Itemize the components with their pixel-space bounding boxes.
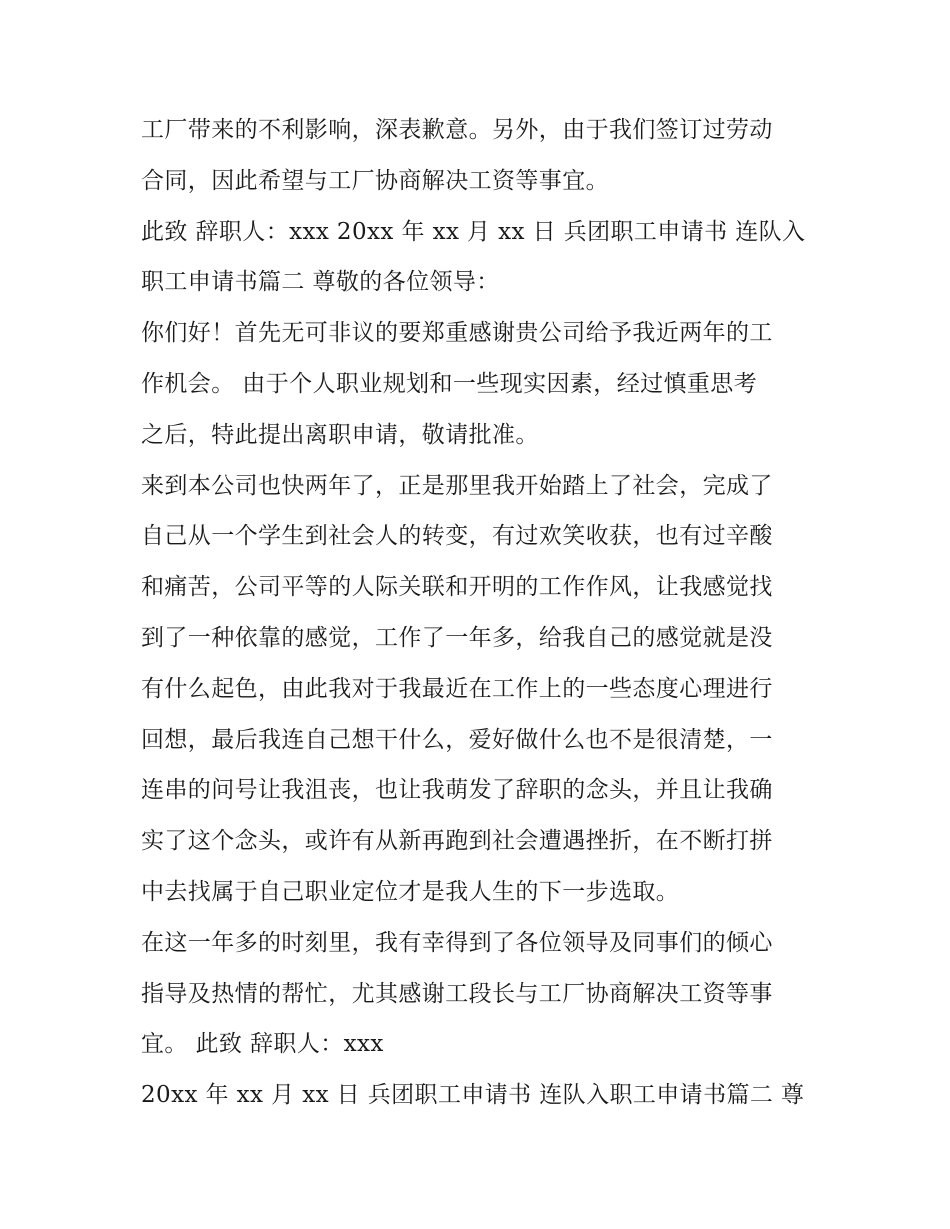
text-line: 自己从一个学生到社会人的转变，有过欢笑收获，也有过辛酸 (141, 523, 773, 550)
text-line: 中去找属于自己职业定位才是我人生的下一步选取。 (141, 878, 680, 905)
text-line: 回想，最后我连自己想干什么，爱好做什么也不是很清楚，一 (141, 726, 773, 753)
text-line: 之后，特此提出离职申请，敬请批准。 (141, 421, 539, 448)
text-line: 宜。 此致 辞职人：xxx (141, 1031, 384, 1058)
text-line: 连串的问号让我沮丧，也让我萌发了辞职的念头，并且让我确 (141, 777, 773, 804)
text-line: 20xx 年 xx 月 xx 日 兵团职工申请书 连队入职工申请书篇二 尊 (141, 1082, 805, 1109)
text-line: 来到本公司也快两年了，正是那里我开始踏上了社会，完成了 (141, 472, 773, 499)
text-line: 实了这个念头，或许有从新再跑到社会遭遇挫折，在不断打拼 (141, 828, 773, 855)
text-line: 此致 辞职人：xxx 20xx 年 xx 月 xx 日 兵团职工申请书 连队入 (141, 218, 806, 245)
text-line: 有什么起色，由此我对于我最近在工作上的一些态度心理进行 (141, 675, 773, 702)
document-body (141, 105, 821, 1121)
text-line: 在这一年多的时刻里，我有幸得到了各位领导及同事们的倾心 (141, 929, 773, 956)
text-line: 指导及热情的帮忙，尤其感谢工段长与工厂协商解决工资等事 (141, 980, 773, 1007)
text-line: 到了一种依靠的感觉，工作了一年多，给我自己的感觉就是没 (141, 624, 773, 651)
text-line: 你们好！首先无可非议的要郑重感谢贵公司给予我近两年的工 (141, 320, 773, 347)
text-line: 职工申请书篇二 尊敬的各位领导： (141, 269, 500, 296)
text-line: 工厂带来的不利影响，深表歉意。另外，由于我们签订过劳动 (141, 117, 773, 143)
text-line: 和痛苦，公司平等的人际关联和开明的工作作风，让我感觉找 (141, 574, 773, 601)
text-line: 合同，因此希望与工厂协商解决工资等事宜。 (141, 167, 609, 194)
text-line: 作机会。 由于个人职业规划和一些现实因素，经过慎重思考 (141, 370, 758, 397)
